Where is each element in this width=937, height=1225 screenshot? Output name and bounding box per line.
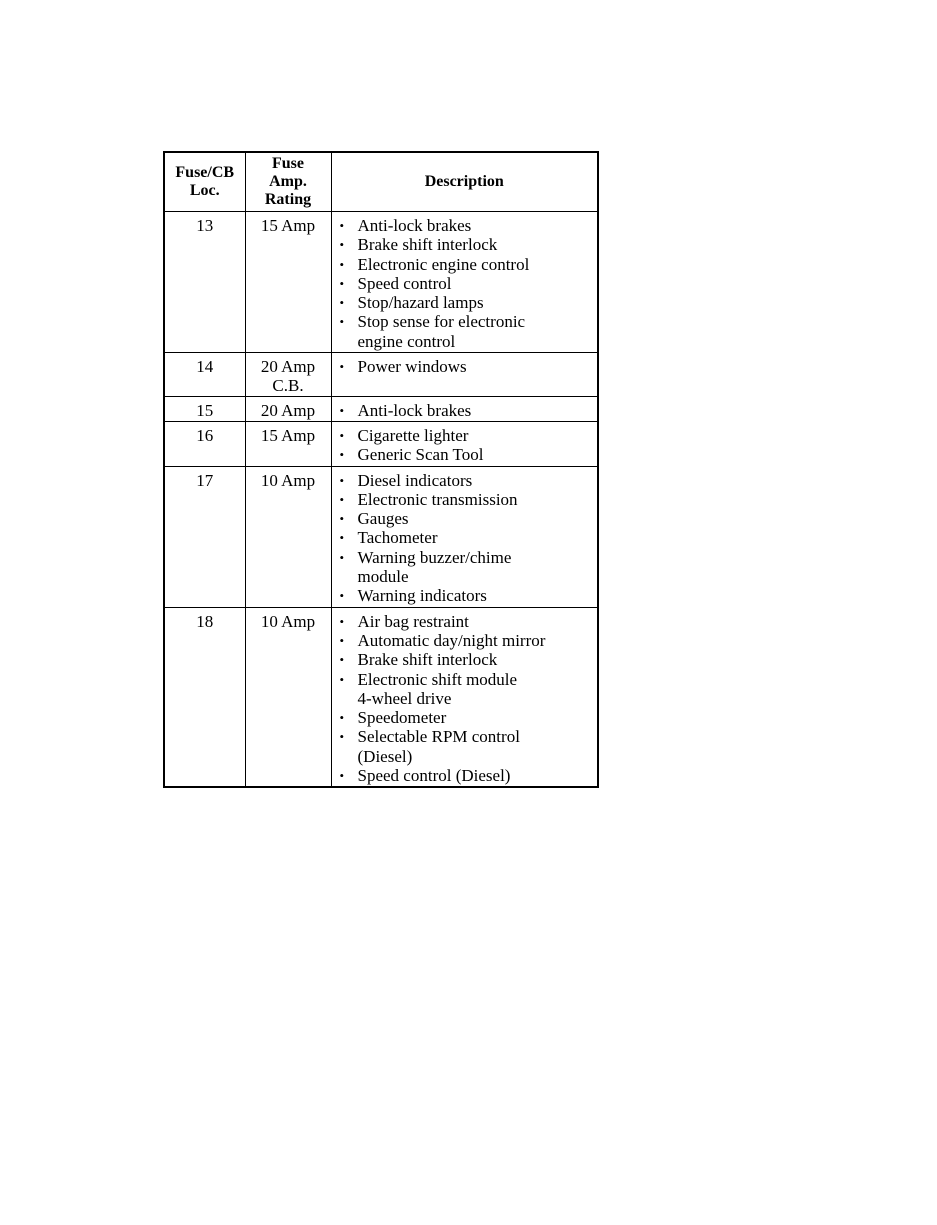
description-cell xyxy=(331,212,598,353)
description-cell xyxy=(331,421,598,466)
list-item-text: Warning buzzer/chime xyxy=(357,547,512,567)
table-row xyxy=(164,353,598,397)
list-item xyxy=(340,631,598,650)
list-item-text: Automatic day/night mirror xyxy=(357,630,546,650)
list-item xyxy=(340,471,598,490)
list-item xyxy=(340,670,598,709)
header-row xyxy=(164,152,598,212)
header-line: Rating xyxy=(264,191,312,208)
table-row xyxy=(164,212,598,353)
table-body xyxy=(164,212,598,788)
bullet-icon: • xyxy=(339,472,345,488)
bullet-icon: • xyxy=(339,491,345,507)
amp-rating-line: 10 Amp xyxy=(260,470,316,490)
table-row xyxy=(164,421,598,466)
fuse-location-cell: 13 xyxy=(164,212,245,353)
amp-rating-line: 15 Amp xyxy=(260,425,316,445)
amp-rating-line: 15 Amp xyxy=(260,216,316,235)
bullet-icon: • xyxy=(339,549,345,565)
amp-rating-line: 20 Amp xyxy=(260,357,316,377)
list-item xyxy=(340,586,598,605)
list-item-text: Speed control xyxy=(357,273,452,293)
list-item xyxy=(340,401,598,420)
header-line: Amp. xyxy=(269,173,307,190)
table-row xyxy=(164,607,598,787)
bullet-icon: • xyxy=(339,256,345,272)
list-item-text: engine control xyxy=(357,331,456,351)
bullet-icon: • xyxy=(339,671,345,687)
bullet-icon: • xyxy=(339,530,345,546)
bullet-icon: • xyxy=(339,427,345,443)
list-item-text: Anti-lock brakes xyxy=(357,216,472,235)
list-item xyxy=(340,426,598,445)
amp-rating-cell xyxy=(245,396,331,421)
list-item xyxy=(340,612,598,631)
list-item-text: Diesel indicators xyxy=(357,470,473,490)
fuse-location-cell: 14 xyxy=(164,353,245,397)
fuse-location-cell: 15 xyxy=(164,396,245,421)
fuse-location-cell: 16 xyxy=(164,421,245,466)
description-list xyxy=(332,401,598,420)
list-item xyxy=(340,509,598,528)
bullet-icon: • xyxy=(339,652,345,668)
list-item xyxy=(340,357,598,376)
amp-rating-line: 20 Amp xyxy=(260,400,316,420)
bullet-icon: • xyxy=(339,402,345,418)
list-item xyxy=(340,216,598,235)
fuse-table xyxy=(163,151,599,788)
list-item-text: Air bag restraint xyxy=(357,611,469,631)
list-item-text: Generic Scan Tool xyxy=(357,445,484,465)
list-item-text: Selectable RPM control xyxy=(357,727,520,747)
amp-rating-cell xyxy=(245,421,331,466)
amp-rating-line: C.B. xyxy=(272,376,304,396)
bullet-icon: • xyxy=(339,447,345,463)
amp-rating-line: 10 Amp xyxy=(260,611,316,631)
list-item-text: Brake shift interlock xyxy=(357,235,498,255)
bullet-icon: • xyxy=(339,710,345,726)
amp-rating-cell xyxy=(245,212,331,353)
list-item-text: module xyxy=(357,567,409,587)
bullet-icon: • xyxy=(339,511,345,527)
bullet-icon: • xyxy=(339,588,345,604)
table-row xyxy=(164,396,598,421)
list-item-text: Electronic engine control xyxy=(357,254,530,274)
list-item-text: Stop sense for electronic xyxy=(357,312,526,332)
list-item xyxy=(340,274,598,293)
list-item-text: Speed control (Diesel) xyxy=(357,766,511,786)
description-list xyxy=(332,471,598,606)
header-fuse-amp-rating xyxy=(245,152,331,212)
list-item xyxy=(340,255,598,274)
description-list xyxy=(332,357,598,376)
list-item xyxy=(340,293,598,312)
description-cell xyxy=(331,607,598,787)
header-line: Loc. xyxy=(189,182,220,199)
bullet-icon: • xyxy=(339,218,345,233)
description-cell xyxy=(331,353,598,397)
header-fuse-cb-loc xyxy=(164,152,245,212)
list-item-text: Anti-lock brakes xyxy=(357,400,472,420)
list-item xyxy=(340,548,598,587)
description-cell xyxy=(331,466,598,607)
list-item xyxy=(340,766,598,785)
amp-rating-cell xyxy=(245,466,331,607)
bullet-icon: • xyxy=(339,359,345,375)
table-row xyxy=(164,466,598,607)
list-item-text: Power windows xyxy=(357,357,467,377)
list-item xyxy=(340,650,598,669)
list-item-text: 4-wheel drive xyxy=(357,688,452,708)
bullet-icon: • xyxy=(339,768,345,784)
description-cell xyxy=(331,396,598,421)
list-item-text: Stop/hazard lamps xyxy=(357,293,484,313)
list-item-text: Cigarette lighter xyxy=(357,425,469,445)
description-list xyxy=(332,426,598,465)
list-item-text: Electronic shift module xyxy=(357,669,518,689)
header-line: Fuse xyxy=(272,155,304,172)
list-item xyxy=(340,727,598,766)
list-item-text: (Diesel) xyxy=(357,746,413,766)
list-item xyxy=(340,445,598,464)
list-item xyxy=(340,708,598,727)
description-list xyxy=(332,612,598,786)
bullet-icon: • xyxy=(339,729,345,745)
bullet-icon: • xyxy=(339,632,345,648)
list-item xyxy=(340,312,598,351)
list-item xyxy=(340,528,598,547)
list-item-text: Warning indicators xyxy=(357,586,487,606)
fuse-location-cell: 17 xyxy=(164,466,245,607)
header-line: Fuse/CB xyxy=(175,164,235,181)
bullet-icon: • xyxy=(339,295,345,311)
description-list xyxy=(332,216,598,351)
list-item-text: Gauges xyxy=(357,509,409,529)
bullet-icon: • xyxy=(339,314,345,330)
list-item-text: Speedometer xyxy=(357,708,447,728)
list-item-text: Brake shift interlock xyxy=(357,650,498,670)
list-item-text: Electronic transmission xyxy=(357,489,518,509)
list-item xyxy=(340,235,598,254)
bullet-icon: • xyxy=(339,275,345,291)
header-description: Description xyxy=(331,152,598,212)
fuse-location-cell: 18 xyxy=(164,607,245,787)
bullet-icon: • xyxy=(339,237,345,253)
amp-rating-cell xyxy=(245,353,331,397)
list-item xyxy=(340,490,598,509)
list-item-text: Tachometer xyxy=(357,528,438,548)
bullet-icon: • xyxy=(339,613,345,629)
amp-rating-cell xyxy=(245,607,331,787)
